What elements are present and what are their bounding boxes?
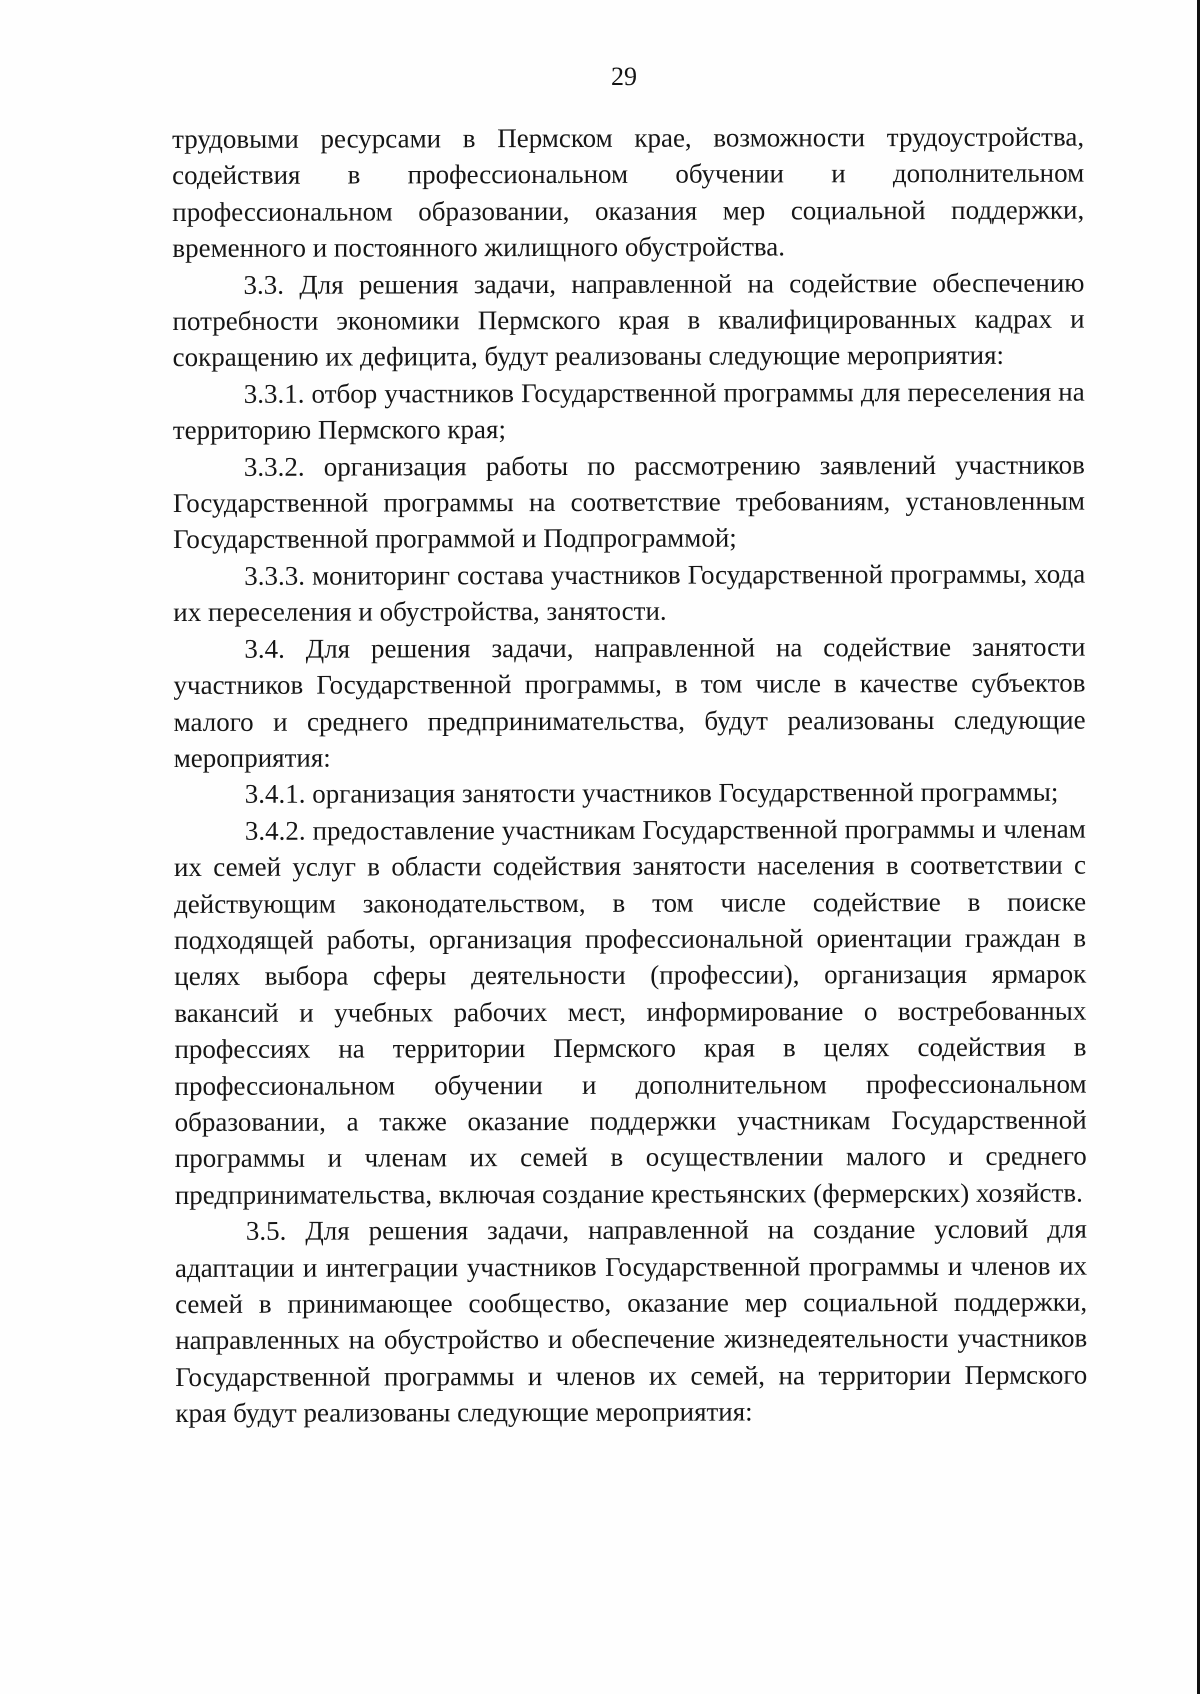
paragraph-3-3-3: 3.3.3. мониторинг состава участников Государственной программы, хода их переселения и обустройства, занятости. (173, 558, 1086, 628)
page-number: 29 (611, 62, 637, 91)
paragraph-3-4-2: 3.4.2. предоставление участникам Государственной программы и членам их семей услуг в области содействия занятости населения в соответствии с действующим законодательством, в том числе содействие в поиске подходящей работы, организация профессиональной ориентации граждан в целях выбора сферы деятельности (профессии), организация ярмарок вакансий и учебных рабочих мест, информирование о востребованных профессиях на территории Пермского края в целях содействия в профессиональном обучении и дополнительном профессиональном образовании, а также оказание поддержки участникам Государственной программы и членам их семей в осуществлении малого и среднего предпринимательства, включая создание крестьянских (фермерских) хозяйств. (173, 813, 1087, 1210)
paragraph-3-3-2: 3.3.2. организация работы по рассмотрению заявлений участников Государственной программы на соответствие требованиям, установленным Государственной программой и Подпрограммой; (172, 449, 1086, 555)
paragraph-continuation: трудовыми ресурсами в Пермском крае, возможности трудоустройства, содействия в профессиональном обучении и дополнительном профессиональном образовании, оказания мер социальной поддержки, временного и постоянного жилищного обустройства. (172, 121, 1085, 264)
paragraph-3-5: 3.5. Для решения задачи, направленной на создание условий для адаптации и интеграции участников Государственной программы и членов их семей в принимающее сообщество, оказание мер социальной поддержки, направленных на обустройство и обеспечение жизнедеятельности участников Государственной программы и членов их семей, на территории Пермского края будут реализованы следующие мероприятия: (174, 1213, 1088, 1429)
paragraph-3-4: 3.4. Для решения задачи, направленной на содействие занятости участников Государственной программы, в том числе в качестве субъектов малого и среднего предпринимательства, будут реализованы следующие мероприятия: (173, 631, 1086, 773)
paragraph-3-3-1: 3.3.1. отбор участников Государственной программы для переселения на территорию Пермского края; (172, 376, 1085, 446)
body-text (172, 119, 1087, 1432)
paragraph-3-3: 3.3. Для решения задачи, направленной на содействие обеспечению потребности экономики Пермского края в квалифицированных кадрах и сокращению их дефицита, будут реализованы следующие мероприятия: (172, 267, 1085, 373)
paragraph-3-4-1: 3.4.1. организация занятости участников Государственной программы; (244, 776, 1059, 810)
